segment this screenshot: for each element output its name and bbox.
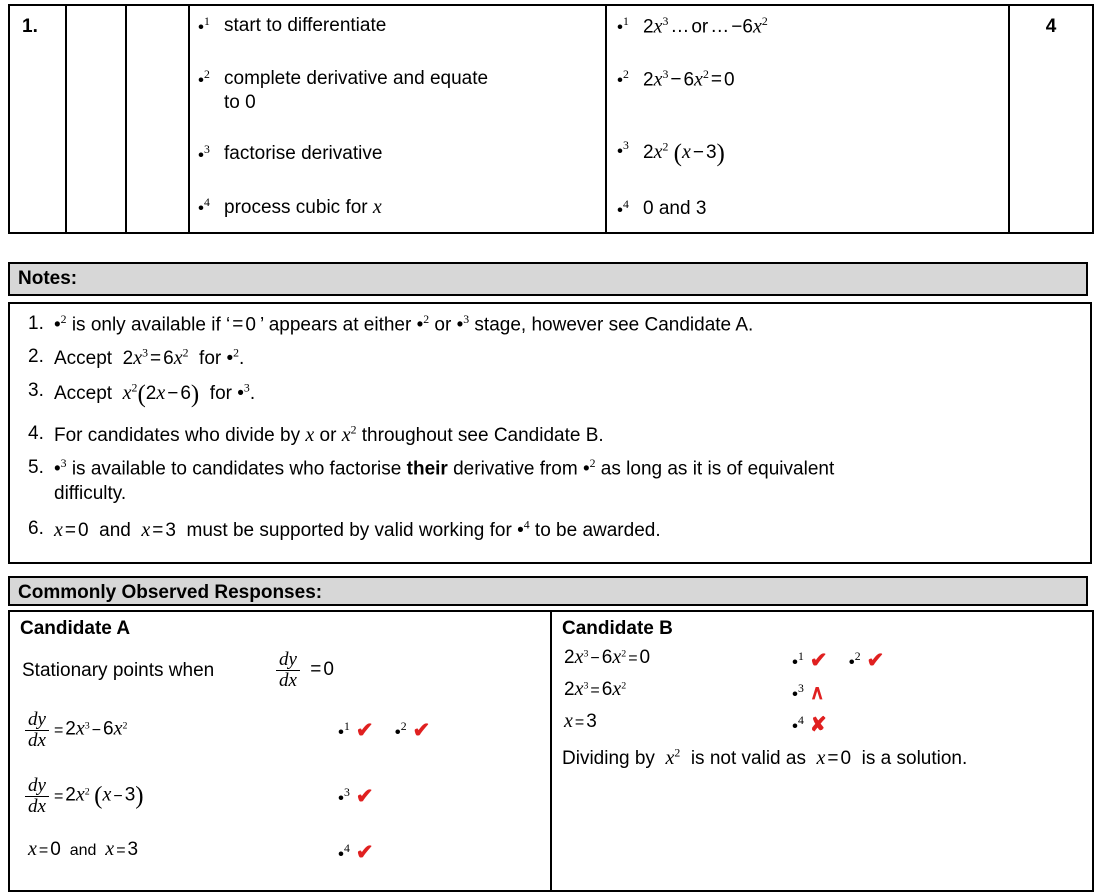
cor-header-banner: Commonly Observed Responses: xyxy=(8,576,1088,606)
max-mark-cell: 4 xyxy=(1009,5,1093,233)
mark-bullet-1: •$^1$ xyxy=(792,649,804,671)
bullet-mark-1: •$^1$ xyxy=(198,15,210,37)
generic-scheme-item-3 xyxy=(198,142,599,168)
illustrative-scheme-item-4 xyxy=(617,197,1002,223)
note-item-1 xyxy=(20,312,1080,338)
candidate-a-cell xyxy=(9,611,551,891)
illustrative-scheme-item-3 xyxy=(617,138,1002,170)
answer-mark-4: •$^4$ xyxy=(617,197,629,220)
generic-scheme-item-1 xyxy=(198,14,599,40)
candidate-b-equation-1: $2x^3 - 6x^2 = 0$ xyxy=(564,646,651,668)
candidate-a-marks-2 xyxy=(338,784,373,809)
illustrative-scheme-text-3: $2x^2$ (x − 3) xyxy=(643,139,725,167)
candidate-a-equation-1: $\frac{dy}{dx}$ = $2x^3 - 6x^2$ xyxy=(22,710,127,751)
generic-scheme-text-1: start to differentiate xyxy=(224,15,387,36)
generic-scheme-text-3: factorise derivative xyxy=(224,143,383,165)
candidate-a-line-2 xyxy=(20,770,540,836)
note-number-3: 3. xyxy=(28,379,44,401)
bullet-mark-2: •$^2$ xyxy=(198,67,210,89)
note-number-6: 6. xyxy=(28,517,44,539)
candidate-b-cell xyxy=(551,611,1093,891)
illustrative-scheme-text-2: $2x^3 - 6x^2 = 0$ xyxy=(643,67,735,91)
candidate-responses-table xyxy=(8,610,1094,892)
candidate-b-line-1 xyxy=(562,646,1082,678)
note-number-1: 1. xyxy=(28,313,44,334)
illustrative-scheme-text-1: $2x^3$ … or … $-6x^2$ xyxy=(643,15,768,38)
notes-box xyxy=(8,302,1092,564)
candidate-a-working xyxy=(20,704,540,880)
bullet-mark-4: •$^4$ xyxy=(198,195,210,218)
generic-scheme-text-4: process cubic for x xyxy=(224,195,382,218)
illustrative-scheme-item-2 xyxy=(617,67,1002,93)
mark-bullet-3: •$^3$ xyxy=(792,681,804,703)
question-subpart-cell xyxy=(126,5,189,233)
candidate-b-comment: Dividing by $x^2$ is not valid as x = 0 is a solution. xyxy=(562,746,968,769)
table-row xyxy=(9,5,1093,233)
bullet-mark-3: •$^3$ xyxy=(198,143,210,165)
note-item-2 xyxy=(20,345,1080,372)
candidate-b-title: Candidate B xyxy=(562,618,673,639)
note-text-5: •$^3$ is available to candidates who factorise their derivative from •$^2$ as long as it is of equivalent difficulty. xyxy=(54,456,835,504)
note-item-6 xyxy=(20,517,1080,544)
generic-scheme-item-2 xyxy=(198,67,599,116)
answer-mark-1: •$^1$ xyxy=(617,15,629,37)
caret-omission-icon: ∧ xyxy=(809,682,825,704)
tick-icon: ✔ xyxy=(809,649,828,672)
tick-icon: ✔ xyxy=(355,841,374,864)
candidate-a-line-3 xyxy=(20,836,540,880)
note-item-5 xyxy=(20,456,1080,507)
generic-scheme-item-4 xyxy=(198,195,599,221)
note-text-4: For candidates who divide by x or $x^2$ throughout see Candidate B. xyxy=(54,423,604,447)
generic-scheme-text-2: complete derivative and equate to 0 xyxy=(224,67,489,113)
note-text-1: •$^2$ is only available if ‘ = 0 ’ appears at either •$^2$ or •$^3$ stage, however see Candidate A. xyxy=(54,313,754,336)
candidate-a-line-1 xyxy=(20,704,540,770)
note-text-2: Accept $2x^3 = 6x^2$ for •$^2$. xyxy=(54,346,245,370)
notes-header-banner: Notes: xyxy=(8,262,1088,296)
note-number-5: 5. xyxy=(28,456,44,478)
mark-bullet-4: •$^4$ xyxy=(792,713,804,735)
mark-bullet-4: •$^4$ xyxy=(338,841,350,863)
mark-bullet-1: •$^1$ xyxy=(338,719,350,741)
tick-icon: ✔ xyxy=(355,719,374,742)
note-number-2: 2. xyxy=(28,346,44,368)
candidate-a-marks-3 xyxy=(338,840,373,865)
table-row xyxy=(9,611,1093,891)
candidate-b-equation-2: $2x^3 = 6x^2$ xyxy=(564,678,627,700)
tick-icon: ✔ xyxy=(412,719,431,742)
mark-bullet-2: •$^2$ xyxy=(848,649,861,671)
mark-bullet-2: •$^2$ xyxy=(394,719,407,741)
generic-scheme-cell xyxy=(189,5,606,233)
candidate-b-marks-3 xyxy=(792,712,827,737)
note-item-4 xyxy=(20,422,1080,449)
candidate-a-equation-3: x = 0 and x = 3 xyxy=(28,838,139,860)
tick-icon: ✔ xyxy=(355,785,374,808)
note-item-3 xyxy=(20,379,1080,412)
illustrative-scheme-item-1 xyxy=(617,14,1002,40)
answer-mark-2: •$^2$ xyxy=(617,67,629,90)
answer-mark-3: •$^3$ xyxy=(617,138,629,161)
candidate-b-marks-1 xyxy=(792,648,884,673)
note-text-3: Accept $x^2(2x - 6)$ for •$^3$. xyxy=(54,380,256,408)
illustrative-scheme-text-4: 0 and 3 xyxy=(643,197,707,219)
illustrative-scheme-cell xyxy=(606,5,1009,233)
marking-scheme-table xyxy=(8,4,1094,234)
question-number-cell: 1. xyxy=(9,5,66,233)
candidate-b-line-3 xyxy=(562,710,1082,742)
note-number-4: 4. xyxy=(28,423,44,445)
mark-bullet-3: •$^3$ xyxy=(338,785,350,807)
candidate-a-equation-2: $\frac{dy}{dx}$ = $2x^2$ (x − 3) xyxy=(22,776,144,817)
candidate-a-title: Candidate A xyxy=(20,618,131,639)
candidate-a-intro: Stationary points when $\frac{dy}{dx}$ = 0 xyxy=(22,649,334,691)
candidate-a-marks-1 xyxy=(338,718,430,743)
candidate-b-marks-2 xyxy=(792,680,824,705)
tick-icon: ✔ xyxy=(866,649,885,672)
cross-icon: ✘ xyxy=(809,714,827,736)
candidate-b-equation-3: x = 3 xyxy=(564,710,597,732)
note-text-6: x = 0 and x = 3 must be supported by valid working for •$^4$ to be awarded. xyxy=(54,518,661,541)
candidate-b-line-2 xyxy=(562,678,1082,710)
dy-dx-fraction: $\frac{dy}{dx}$ xyxy=(276,650,300,691)
question-part-cell xyxy=(66,5,126,233)
